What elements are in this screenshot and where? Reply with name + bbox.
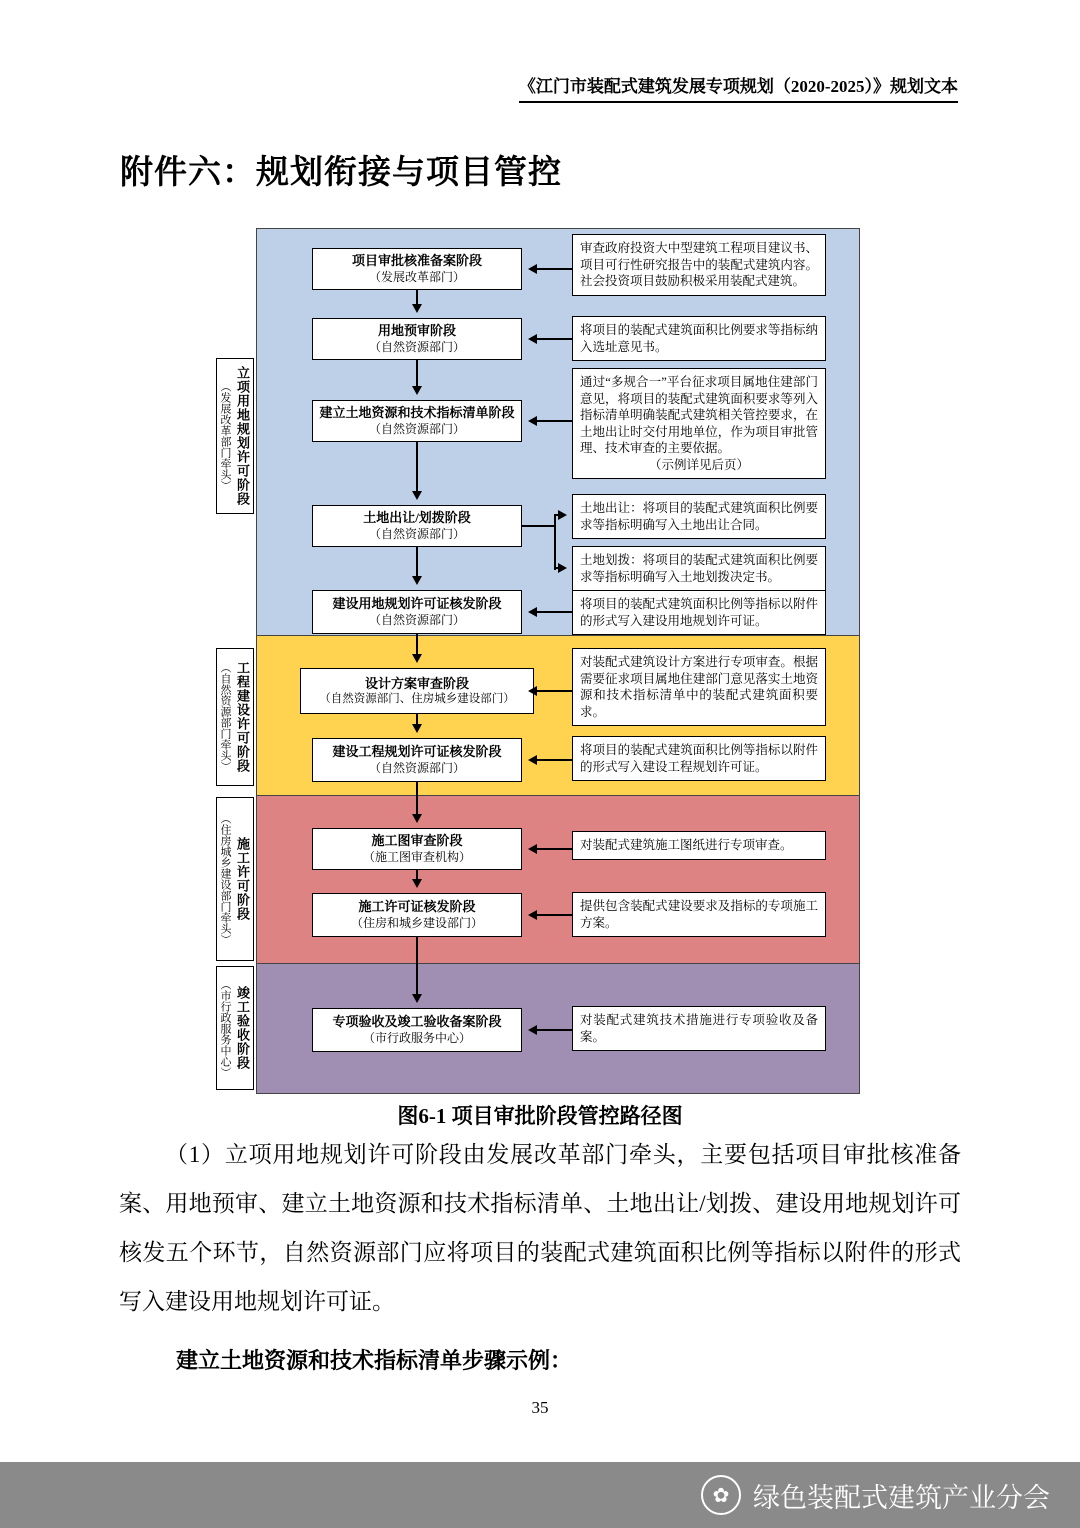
- stage-title: 建设工程规划许可证核发阶段: [332, 744, 502, 760]
- section-label-completion: [216, 966, 254, 1090]
- stage-dept: （自然资源部门、住房城乡建设部门）: [319, 692, 515, 705]
- stage-note-hint: （示例详见后页）: [648, 457, 749, 472]
- stage-note: 将项目的装配式建筑面积比例等指标以附件的形式写入建设工程规划许可证。: [572, 736, 826, 781]
- stage-box-indicator-list: [312, 400, 522, 442]
- stage-title: 设计方案审查阶段: [364, 675, 469, 691]
- brand-logo-icon: ✿: [701, 1475, 741, 1515]
- stage-note: 将项目的装配式建筑面积比例要求等指标纳入选址意见书。: [572, 316, 826, 361]
- section-label-sub: （市行政服务中心）: [219, 978, 231, 1078]
- flow-arrow-down: [416, 782, 418, 819]
- section-label-main: 竣工验收阶段: [235, 986, 250, 1070]
- stage-dept: （发展改革部门）: [368, 269, 465, 284]
- section-label-sub: （发展改革部门牵头）: [219, 381, 231, 491]
- stage-box-construction-permit-issue: [312, 893, 522, 937]
- footer-bar: [0, 1462, 1080, 1528]
- section-label-sub: （住房城乡建设部门牵头）: [219, 813, 231, 945]
- page-number: 35: [531, 1398, 549, 1417]
- flow-arrow-down: [416, 290, 418, 309]
- stage-box-drawing-review: [312, 828, 522, 870]
- stage-note: 对装配式建筑技术措施进行专项验收及备案。: [572, 1006, 826, 1051]
- note-connector-arrow: [532, 268, 572, 270]
- branch-connector-arrow-bottom: [556, 567, 563, 569]
- stage-note: 提供包含装配式建设要求及指标的专项施工方案。: [572, 892, 826, 937]
- stage-box-land-prereview: [312, 318, 522, 360]
- section-label-construction-permit: [216, 648, 254, 786]
- stage-note-land-allocation: 土地划拨：将项目的装配式建筑面积比例要求等指标明确写入土地划拨决定书。: [572, 546, 826, 591]
- note-connector-arrow: [532, 759, 572, 761]
- stage-note-text: 通过“多规合一”平台征求项目属地住建部门意见，将项目的装配式建筑面积要求等列入指标清单明确装配式建筑相关管控要求，在土地出让时交付用地单位，作为项目审批管理、技术审查的主要依据。: [580, 375, 818, 455]
- note-connector-arrow: [532, 420, 572, 422]
- note-connector-arrow: [532, 611, 572, 613]
- flow-arrow-down: [416, 634, 418, 659]
- flow-arrow-down: [416, 442, 418, 496]
- stage-box-acceptance-filing: [312, 1008, 522, 1052]
- stage-dept: （市行政服务中心）: [362, 1030, 471, 1045]
- note-connector-arrow: [532, 848, 572, 850]
- note-connector-arrow: [532, 1029, 572, 1031]
- brand-name: 绿色装配式建筑产业分会: [753, 1482, 1050, 1513]
- stage-note: 对装配式建筑设计方案进行专项审查。根据需要征求项目属地住建部门意见落实土地资源和技术指标清单中的装配式建筑面积要求。: [572, 648, 826, 726]
- stage-dept: （自然资源部门）: [368, 339, 465, 354]
- section-label-land-planning: [216, 358, 254, 514]
- note-connector-arrow: [532, 338, 572, 340]
- stage-box-approval-filing: [312, 248, 522, 290]
- stage-note-land-sale: 土地出让：将项目的装配式建筑面积比例要求等指标明确写入土地出让合同。: [572, 494, 826, 539]
- flow-arrow-down: [416, 547, 418, 581]
- stage-box-design-review: [300, 668, 534, 714]
- stage-note: [572, 368, 826, 479]
- section-band-work-permit: [256, 795, 860, 964]
- branch-connector-arrow-top: [556, 514, 563, 516]
- flow-arrow-down: [416, 937, 418, 999]
- stage-note: 审查政府投资大中型建筑工程项目建议书、项目可行性研究报告中的装配式建筑内容。社会投资项目鼓励积极采用装配式建筑。: [572, 234, 826, 296]
- page-header: [519, 72, 958, 103]
- stage-dept: （自然资源部门）: [368, 421, 465, 436]
- section-label-main: 立项用地规划许可阶段: [235, 366, 250, 506]
- stage-title: 专项验收及竣工验收备案阶段: [332, 1014, 502, 1030]
- stage-title: 建设用地规划许可证核发阶段: [332, 596, 502, 612]
- stage-dept: （自然资源部门）: [368, 760, 465, 775]
- stage-title: 施工许可证核发阶段: [358, 899, 476, 915]
- stage-box-land-transfer: [312, 505, 522, 547]
- stage-note: 将项目的装配式建筑面积比例等指标以附件的形式写入建设用地规划许可证。: [572, 590, 826, 635]
- flow-arrow-down: [416, 714, 418, 729]
- header-text: 《江门市装配式建筑发展专项规划（2020-2025）》规划文本: [518, 77, 958, 96]
- stage-title: 用地预审阶段: [377, 323, 456, 339]
- page-title: 附件六：规划衔接与项目管控: [120, 153, 562, 190]
- figure-caption: 图6-1 项目审批阶段管控路径图: [397, 1104, 683, 1128]
- stage-title: 施工图审查阶段: [371, 833, 463, 849]
- note-connector-arrow: [532, 914, 572, 916]
- stage-title: 土地出让/划拨阶段: [363, 510, 471, 526]
- stage-title: 建立土地资源和技术指标清单阶段: [319, 405, 515, 421]
- stage-box-land-use-permit: [312, 590, 522, 634]
- section-label-work-permit: [216, 797, 254, 961]
- stage-dept: （自然资源部门）: [368, 612, 465, 627]
- stage-dept: （住房和城乡建设部门）: [350, 915, 483, 930]
- flow-arrow-down: [416, 360, 418, 391]
- note-connector-arrow: [532, 690, 572, 692]
- stage-box-project-planning-permit: [312, 738, 522, 782]
- stage-title: 项目审批核准备案阶段: [351, 253, 482, 269]
- section-label-main: 施工许可阶段: [235, 837, 250, 921]
- section-label-sub: （自然资源部门牵头）: [219, 662, 231, 772]
- body-paragraph: （1）立项用地规划许可阶段由发展改革部门牵头，主要包括项目审批核准备案、用地预审、建立土地资源和技术指标清单、土地出让/划拨、建设用地规划许可核发五个环节，自然资源部门应将项目的装配式建筑面积比例等指标以附件的形式写入建设用地规划许可证。: [119, 1142, 961, 1314]
- section-label-main: 工程建设许可阶段: [235, 661, 250, 773]
- stage-dept: （自然资源部门）: [368, 526, 465, 541]
- branch-connector-spine: [554, 514, 556, 570]
- flow-arrow-down: [416, 870, 418, 884]
- stage-dept: （施工图审查机构）: [362, 849, 471, 864]
- body-subheading: 建立土地资源和技术指标清单步骤示例：: [176, 1348, 573, 1373]
- branch-connector-stub: [522, 525, 555, 527]
- stage-note: 对装配式建筑施工图纸进行专项审查。: [572, 831, 826, 860]
